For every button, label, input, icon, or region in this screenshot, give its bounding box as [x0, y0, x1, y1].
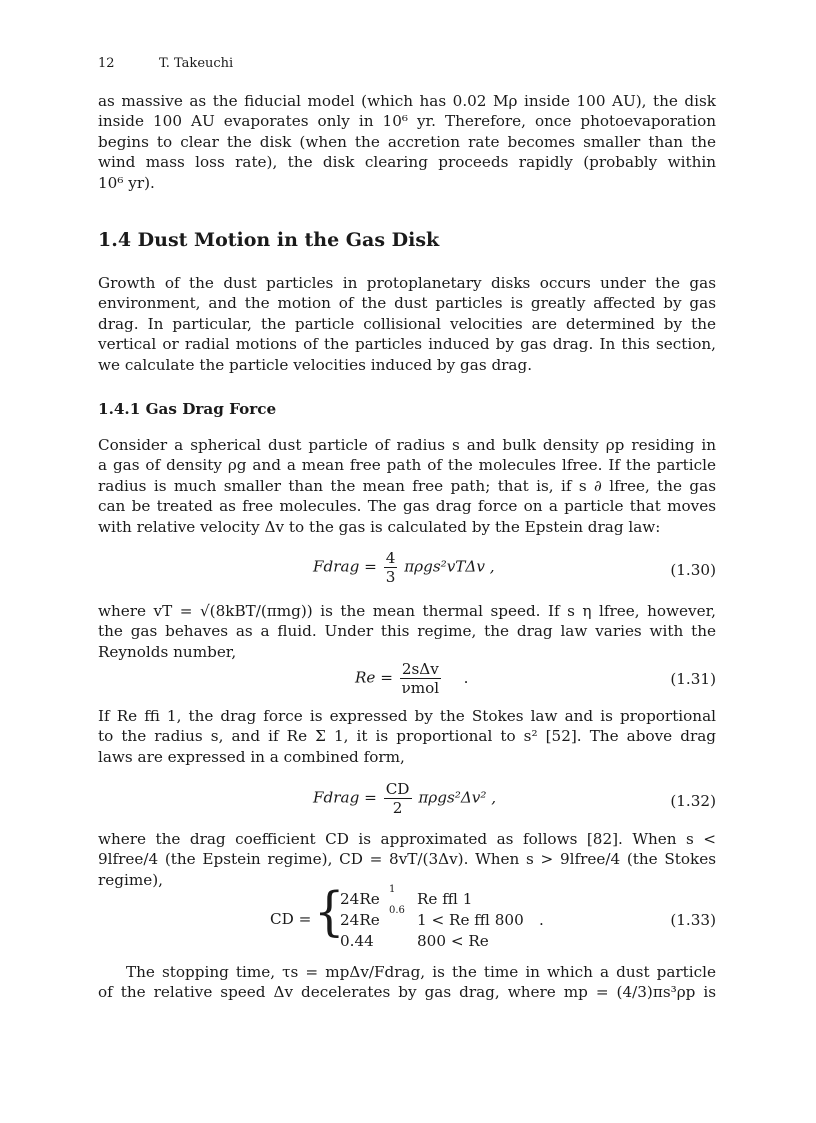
fraction-denominator: 3: [385, 568, 396, 586]
equation-1-31: [355, 660, 468, 697]
text-line: environment, and the motion of the dust particles is greatly affected by gas: [98, 294, 716, 313]
fraction: [400, 660, 441, 697]
text-line: Reynolds number,: [98, 642, 237, 661]
text-line: drag. In particular, the particle collisional velocities are determined by the: [98, 314, 716, 333]
text-line: The stopping time, τs = mpΔv/Fdrag, is the time in which a dust particle: [126, 963, 716, 981]
fraction-denominator: 2: [392, 799, 403, 817]
case-condition: 1 < Re ﬄ 800: [417, 911, 524, 929]
text-line: If Re ﬃ 1, the drag force is expressed by the Stokes law and is proportional: [98, 707, 716, 725]
case-condition: Re ﬄ 1: [417, 890, 473, 908]
page-number: 12: [98, 56, 115, 71]
text-line: can be treated as free molecules. The gas drag force on a particle that moves: [98, 497, 716, 516]
equation-number: (1.30): [670, 561, 716, 579]
paragraph-stopping-time: [98, 962, 716, 1003]
text-line: of the relative speed Δv decelerates by gas drag, where mp = (4/3)πs³ρp is: [98, 983, 716, 1002]
text-line: Consider a spherical dust particle of radius s and bulk density ρp residing in: [98, 436, 716, 454]
equation-1-33-lhs: CD =: [270, 910, 312, 928]
text-line: inside 100 AU evaporates only in 10⁶ yr. Therefore, once photoevaporation: [98, 112, 716, 131]
equation-punctuation: .: [539, 911, 544, 929]
fraction: [384, 780, 412, 817]
paragraph-drag-intro: [98, 435, 716, 537]
text-line: 9lfree/4 (the Epstein regime), CD = 8vT/(3Δv). When s > 9lfree/4 (the Stokes: [98, 850, 716, 869]
equation-rhs: πρgs²vTΔv ,: [404, 557, 495, 576]
text-line: vertical or radial motions of the particles induced by gas drag. In this section,: [98, 335, 716, 354]
text-line: with relative velocity Δv to the gas is calculated by the Epstein drag law:: [98, 517, 661, 536]
case-exponent: 1: [389, 884, 396, 895]
text-line: radius is much smaller than the mean free path; that is, if s ∂ lfree, the gas: [98, 476, 716, 495]
text-line: as massive as the fiducial model (which has 0.02 Mρ inside 100 AU), the disk: [98, 92, 716, 110]
case-expression: 24Re: [340, 911, 380, 929]
running-head-author: T. Takeuchi: [159, 56, 234, 71]
fraction-numerator: 2sΔv: [401, 660, 439, 678]
paragraph-drag-coefficient: [98, 829, 716, 890]
paragraph-thermal-speed: [98, 601, 716, 662]
text-line: a gas of density ρg and a mean free path of the molecules lfree. If the particle: [98, 456, 716, 475]
fraction-numerator: 4: [385, 549, 396, 567]
equation-lhs: Re =: [355, 668, 393, 687]
equation-lhs: Fdrag =: [313, 557, 377, 576]
case-expression: 24Re: [340, 890, 380, 908]
text-line: wind mass loss rate), the disk clearing proceeds rapidly (probably within: [98, 153, 716, 172]
equation-number: (1.32): [670, 792, 716, 810]
text-line: the gas behaves as a fluid. Under this regime, the drag law varies with the: [98, 622, 716, 641]
equation-rhs: πρgs²Δv² ,: [418, 788, 497, 807]
text-line: where the drag coefficient CD is approximated as follows [82]. When s <: [98, 830, 716, 848]
subsection-heading: 1.4.1 Gas Drag Force: [98, 400, 277, 418]
fraction-denominator: νmol: [401, 679, 440, 697]
equation-lhs: Fdrag =: [313, 788, 377, 807]
equation-number: (1.33): [670, 911, 716, 929]
fraction-numerator: CD: [385, 780, 410, 798]
text-line: regime),: [98, 870, 163, 889]
equation-1-32: [313, 780, 496, 817]
text-line: begins to clear the disk (when the accretion rate becomes smaller than the: [98, 132, 716, 151]
section-heading: 1.4 Dust Motion in the Gas Disk: [98, 229, 440, 251]
equation-rhs: .: [463, 668, 469, 687]
case-exponent: 0.6: [389, 905, 405, 916]
case-condition: 800 < Re: [417, 932, 489, 950]
text-line: 10⁶ yr).: [98, 173, 155, 192]
equation-1-30: [313, 549, 495, 586]
equation-number: (1.31): [670, 670, 716, 688]
case-expression: 0.44: [340, 932, 374, 950]
section-paragraph: [98, 273, 716, 375]
text-line: where vT = √(8kBT/(πmg)) is the mean thermal speed. If s η lfree, however,: [98, 602, 716, 620]
text-line: Growth of the dust particles in protoplanetary disks occurs under the gas: [98, 274, 716, 292]
text-line: to the radius s, and if Re Σ 1, it is proportional to s² [52]. The above drag: [98, 727, 716, 746]
intro-paragraph: [98, 91, 716, 193]
left-brace-icon: {: [314, 881, 345, 943]
text-line: laws are expressed in a combined form,: [98, 747, 405, 766]
paragraph-reynolds: [98, 706, 716, 767]
fraction: [384, 549, 398, 586]
text-line: we calculate the particle velocities induced by gas drag.: [98, 355, 533, 374]
